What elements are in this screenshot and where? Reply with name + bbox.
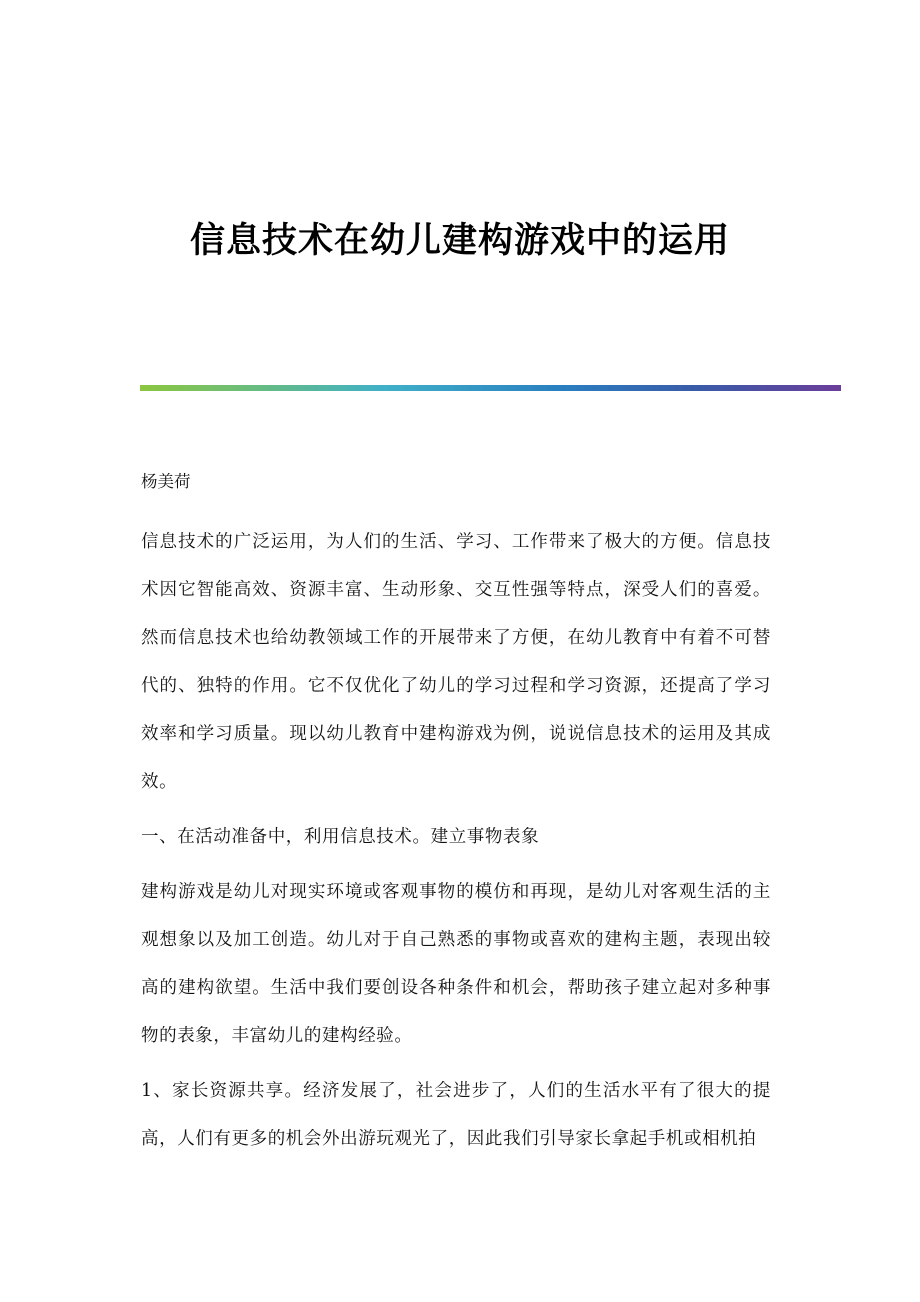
paragraph-item-one: 1、家长资源共享。经济发展了，社会进步了，人们的生活水平有了很大的提高，人们有更多的机会外出游玩观光了，因此我们引导家长拿起手机或相机拍: [141, 1081, 771, 1149]
author-name: 杨美荷: [141, 472, 191, 491]
document-body: [141, 466, 771, 1170]
section-heading: 一、在活动准备中，利用信息技术。建立事物表象: [141, 827, 540, 847]
title-divider-rule: [140, 385, 841, 391]
document-title: 信息技术在幼儿建构游戏中的运用: [189, 220, 730, 261]
paragraph-intro: 信息技术的广泛运用，为人们的生活、学习、工作带来了极大的方便。信息技术因它智能高效、资源丰富、生动形象、交互性强等特点，深受人们的喜爱。然而信息技术也给幼教领域工作的开展带来了方便，在幼儿教育中有着不可替代的、独特的作用。它不仅优化了幼儿的学习过程和学习资源，还提高了学习效率和学习质量。现以幼儿教育中建构游戏为例，说说信息技术的运用及其成效。: [141, 532, 771, 792]
paragraph-section-one: 建构游戏是幼儿对现实环境或客观事物的模仿和再现，是幼儿对客观生活的主观想象以及加工创造。幼儿对于自己熟悉的事物或喜欢的建构主题，表现出较高的建构欲望。生活中我们要创设各种条件和机会，帮助孩子建立起对多种事物的表象，丰富幼儿的建构经验。: [141, 882, 771, 1046]
